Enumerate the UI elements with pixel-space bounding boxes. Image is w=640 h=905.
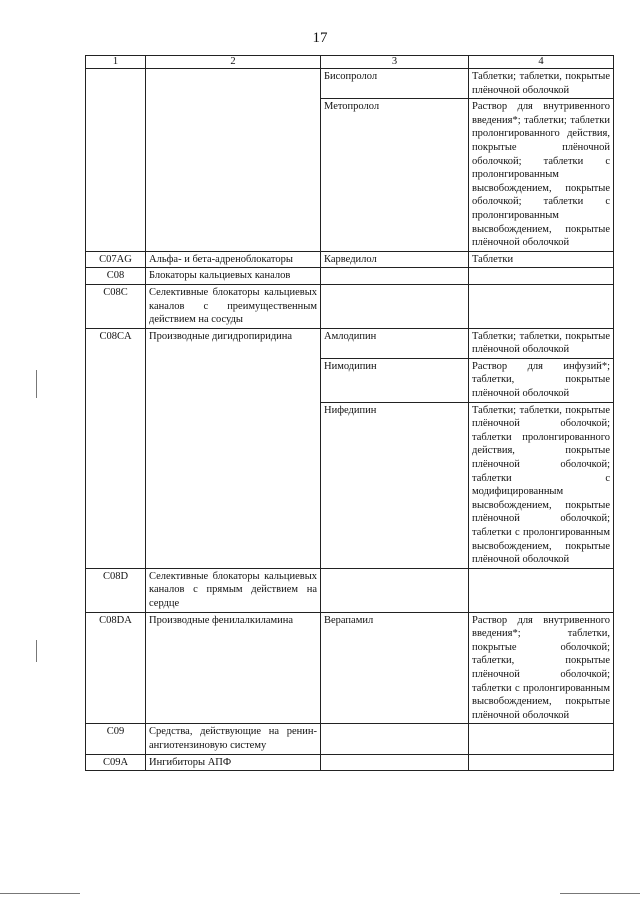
code-cell: C09 [86,724,146,754]
drug-cell: Метопролол [321,99,469,252]
form-cell: Раствор для внутривенного введения*; таблетки, покрытые оболочкой; таблетки, покрытые плёночной оболочкой; таблетки с пролонгированным высвобождением, покрытые плёночной оболочкой [469,612,614,724]
drug-cell: Нифедипин [321,402,469,568]
code-cell: C07AG [86,251,146,268]
form-cell: Таблетки; таблетки, покрытые плёночной оболочкой; таблетки пролонгированного действия, покрытые плёночной оболочкой; таблетки с модифицированным высвобождением, покрытые плёночной оболочкой; таблетки с пролонгированным высвобождением, покрытые плёночной оболочкой [469,402,614,568]
table-row [86,328,614,358]
group-cell: Альфа- и бета-адреноблокаторы [146,251,321,268]
code-cell: C08DA [86,612,146,724]
drug-cell [321,568,469,612]
form-cell: Таблетки; таблетки, покрытые плёночной оболочкой [469,69,614,99]
page-number: 17 [312,30,328,46]
table-row [86,284,614,328]
drug-cell [321,724,469,754]
drug-cell: Бисопролол [321,69,469,99]
group-cell: Средства, действующие на ренин-ангиотензиновую систему [146,724,321,754]
header-col-2: 2 [146,56,321,69]
code-cell: C08D [86,568,146,612]
form-cell [469,568,614,612]
form-cell: Раствор для внутривенного введения*; таблетки; таблетки пролонгированного действия, покрытые плёночной оболочкой; таблетки с пролонгированным высвобождением, покрытые оболочкой; таблетки с пролонгированным высвобождением, покрытые плёночной оболочкой [469,99,614,252]
drug-cell [321,284,469,328]
group-cell [146,69,321,252]
drug-table [85,55,614,771]
table-row [86,251,614,268]
header-col-3: 3 [321,56,469,69]
form-cell [469,724,614,754]
form-cell: Таблетки [469,251,614,268]
code-cell: C08C [86,284,146,328]
table-header-row [86,56,614,69]
table-row [86,754,614,771]
scan-edge-mark [0,893,80,894]
group-cell: Производные дигидропиридина [146,328,321,568]
table-row [86,69,614,99]
group-cell: Селективные блокаторы кальциевых каналов с прямым действием на сердце [146,568,321,612]
drug-cell [321,268,469,285]
table-row [86,612,614,724]
scan-edge-mark [560,893,640,894]
code-cell: C08CA [86,328,146,568]
table-row [86,268,614,285]
header-col-4: 4 [469,56,614,69]
table-row [86,724,614,754]
drug-cell: Амлодипин [321,328,469,358]
table-row [86,568,614,612]
drug-cell [321,754,469,771]
form-cell: Раствор для инфузий*; таблетки, покрытые плёночной оболочкой [469,358,614,402]
form-cell [469,268,614,285]
drug-cell: Карведилол [321,251,469,268]
group-cell: Селективные блокаторы кальциевых каналов с преимущественным действием на сосуды [146,284,321,328]
form-cell [469,754,614,771]
header-col-1: 1 [86,56,146,69]
drug-cell: Нимодипин [321,358,469,402]
form-cell [469,284,614,328]
group-cell: Ингибиторы АПФ [146,754,321,771]
group-cell: Блокаторы кальциевых каналов [146,268,321,285]
code-cell [86,69,146,252]
code-cell: C09A [86,754,146,771]
scan-edge-mark [36,640,37,662]
scan-edge-mark [36,370,37,398]
group-cell: Производные фенилалкиламина [146,612,321,724]
drug-cell: Верапамил [321,612,469,724]
code-cell: C08 [86,268,146,285]
form-cell: Таблетки; таблетки, покрытые плёночной оболочкой [469,328,614,358]
